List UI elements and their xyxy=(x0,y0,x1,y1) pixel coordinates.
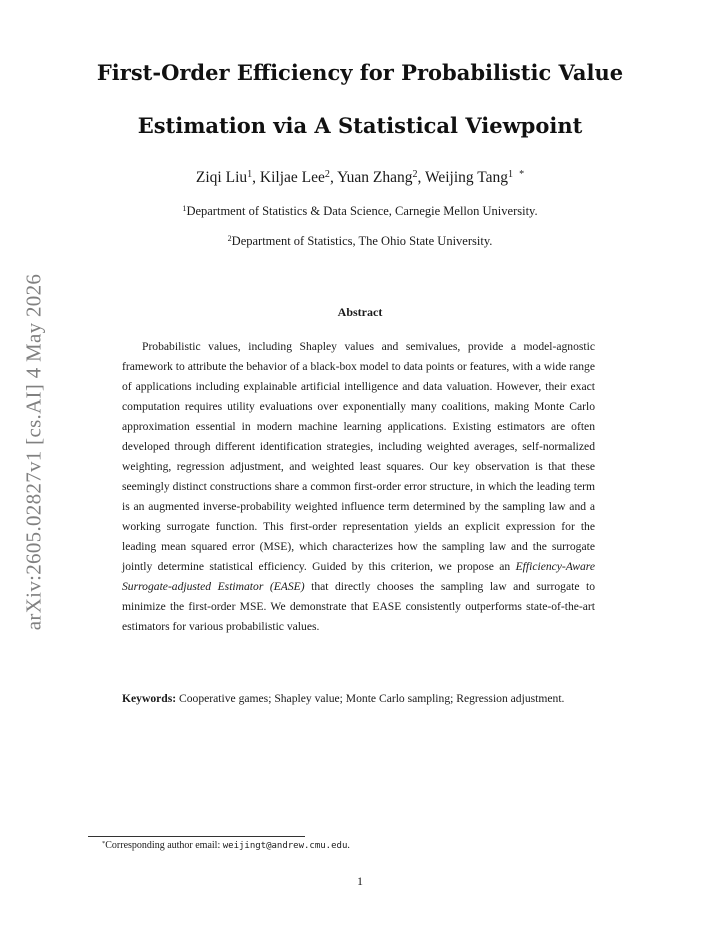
abstract-heading: Abstract xyxy=(337,305,383,319)
affiliation-number: 2 xyxy=(227,234,232,244)
affiliation-number: 1 xyxy=(182,204,187,214)
corresponding-author-mark: * xyxy=(519,169,525,181)
affiliation-1 xyxy=(0,204,720,219)
author-email-link[interactable]: weijingt@andrew.cmu.edu xyxy=(222,841,348,851)
keywords xyxy=(122,689,595,709)
author-name: Weijing Tang xyxy=(424,169,509,186)
author-list: Ziqi Liu$^1$, Kiljae Lee$^2$, Yuan Zhang$^2$, Weijing Tang$^1$ * xyxy=(195,169,525,186)
affiliation-mark: 1 xyxy=(247,169,253,181)
affiliation-text: Department of Statistics & Data Science, Carnegie Mellon University. xyxy=(186,204,538,218)
page-number: 1 xyxy=(357,874,363,888)
affiliation-mark: 2 xyxy=(412,169,418,181)
abstract-text-end: that directly chooses the sampling law and surrogate to minimize the first-order MSE. We demonstrate that EASE consistently outperforms state-of-the-art estimators for various probabilistic values. xyxy=(122,580,595,633)
footnote-text: Corresponding author email: xyxy=(105,840,223,851)
paper-title-line-1: First-Order Efficiency for Probabilistic Value xyxy=(96,60,624,85)
keywords-text: Cooperative games; Shapley value; Monte Carlo sampling; Regression adjustment. xyxy=(179,692,565,705)
affiliation-mark: 2 xyxy=(324,169,330,181)
abstract-body xyxy=(122,337,595,637)
arxiv-identifier: arXiv:2605.02827v1 [cs.AI] 4 May 2026 xyxy=(21,273,46,631)
author-name: Kiljae Lee xyxy=(259,169,325,186)
footnote-rule xyxy=(88,836,305,837)
affiliation-text: Department of Statistics, The Ohio State University. xyxy=(231,234,493,248)
footnote-end: . xyxy=(347,840,350,851)
abstract-text: Probabilistic values, including Shapley values and semivalues, provide a model-agnostic framework to attribute the behavior of a black-box model to data points or features, with a wide range of applications including explainable artificial intelligence and data valuation. However, their exact computation requires utility evaluations over exponentially many coalitions, making Monte Carlo approximation essential in modern machine learning applications. Existing estimators are often developed through different identification strategies, including weighted averages, self-normalized weighting, regression adjustment, and weighted least squares. Our key observation is that these seemingly distinct constructions share a common first-order error structure, in which the leading term is an augmented inverse-probability weighted influence term determined by the sampling law and a working surrogate function. This first-order representation yields an explicit expression for the leading mean squared error (MSE), which characterizes how the sampling law and the surrogate jointly determine statistical efficiency. Guided by this criterion, we propose an xyxy=(122,340,595,573)
affiliation-2 xyxy=(0,234,720,249)
keywords-label: Keywords: xyxy=(122,692,177,705)
paper-title-line-2: Estimation via A Statistical Viewpoint xyxy=(137,113,583,138)
abstract-emphasis: Efficiency-Aware Surrogate-adjusted Estimator (EASE) xyxy=(122,560,595,593)
author-name: Ziqi Liu xyxy=(195,169,248,186)
footnote-mark: * xyxy=(102,840,106,848)
footnote xyxy=(102,840,622,851)
author-name: Yuan Zhang xyxy=(337,169,413,186)
affiliation-mark: 1 xyxy=(508,169,514,181)
